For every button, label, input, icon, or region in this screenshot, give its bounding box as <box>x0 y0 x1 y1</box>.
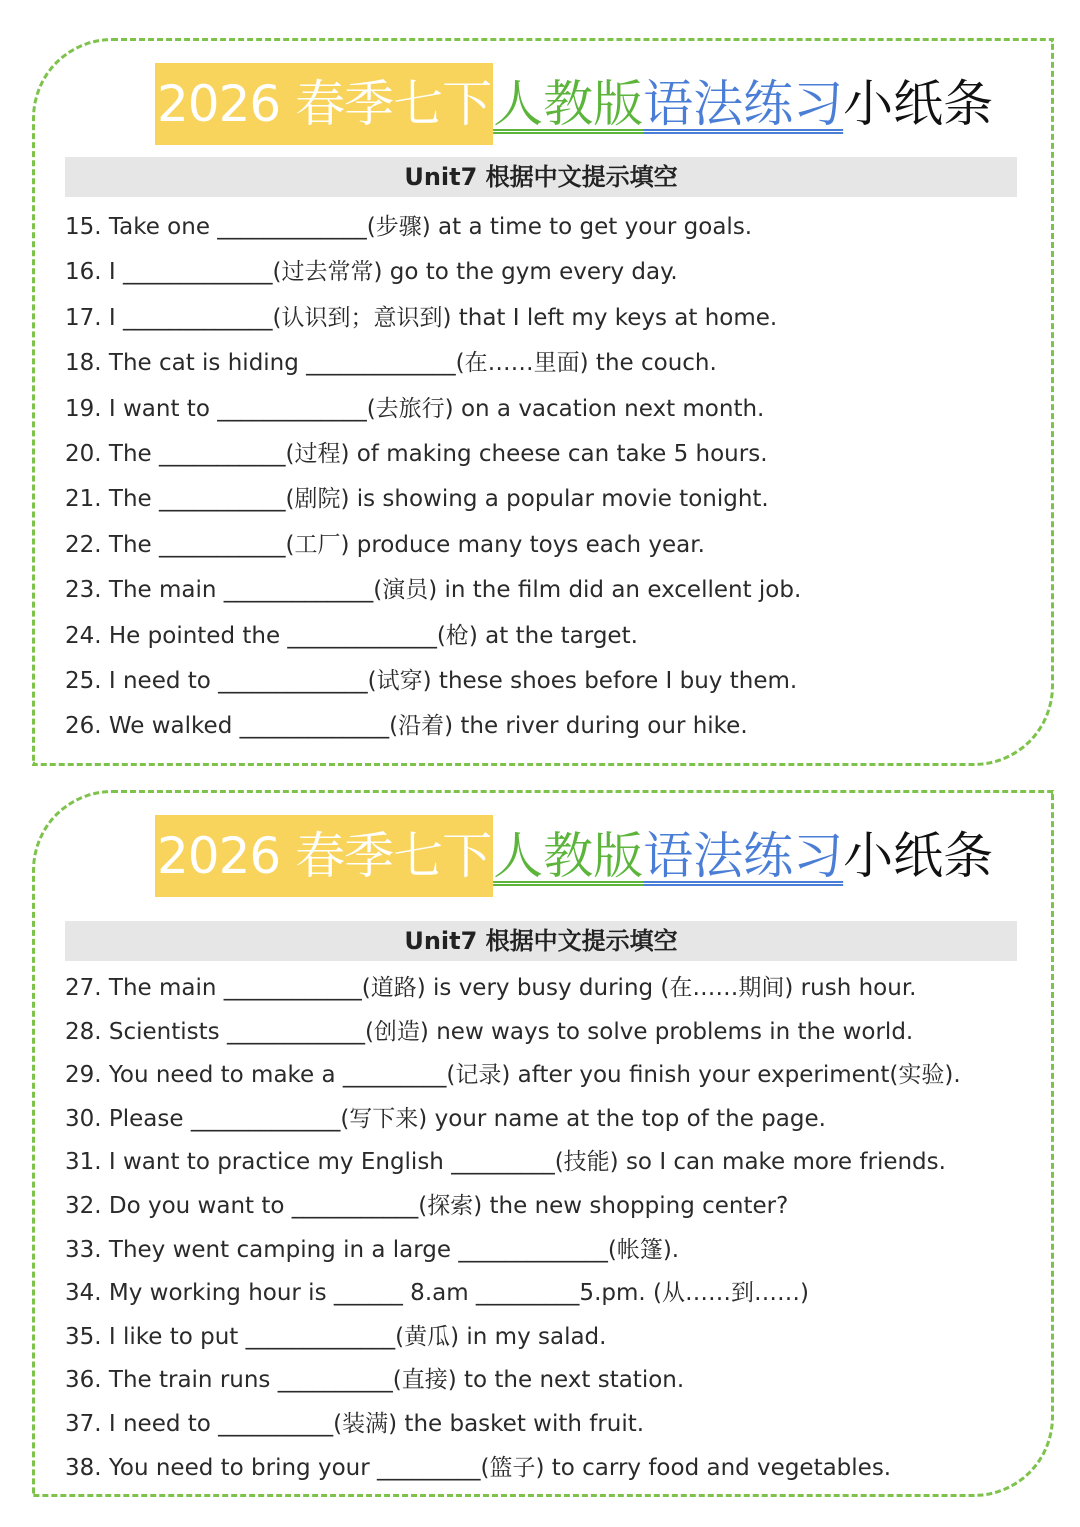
exercise-item: 20. The ___________(过程) of making cheese can take 5 hours. <box>65 440 768 467</box>
exercise-item: 17. I _____________(认识到；意识到) that I left my keys at home. <box>65 304 778 331</box>
unit-banner: Unit7 根据中文提示填空 <box>65 157 1017 197</box>
exercise-item: 21. The ___________(剧院) is showing a popular movie tonight. <box>65 486 769 513</box>
title-year-season: 2026 春季七下 <box>155 63 493 145</box>
exercise-item: 37. I need to __________(装满) the basket with fruit. <box>65 1410 645 1437</box>
exercise-item: 31. I want to practice my English _________(技能) so I can make more friends. <box>65 1149 946 1176</box>
exercise-item: 29. You need to make a _________(记录) after you finish your experiment(实验). <box>65 1062 961 1089</box>
card-title <box>155 63 993 145</box>
title-subject: 语法练习 <box>643 827 844 885</box>
title-note: 小纸条 <box>843 827 994 885</box>
exercise-item: 19. I want to _____________(去旅行) on a vacation next month. <box>65 395 765 422</box>
exercise-item: 36. The train runs __________(直接) to the next station. <box>65 1367 685 1394</box>
exercise-item: 16. I _____________(过去常常) go to the gym every day. <box>65 259 678 286</box>
exercise-item: 34. My working hour is ______ 8.am _________5.pm. (从……到……) <box>65 1280 809 1307</box>
exercise-item: 28. Scientists ____________(创造) new ways to solve problems in the world. <box>65 1018 914 1045</box>
exercise-item: 32. Do you want to ___________(探索) the new shopping center? <box>65 1192 789 1219</box>
worksheet-card-2 <box>32 790 1054 1497</box>
title-edition: 人教版 <box>493 75 644 133</box>
exercise-list <box>65 967 1031 1490</box>
title-edition: 人教版 <box>493 827 644 885</box>
exercise-item: 27. The main ____________(道路) is very busy during (在……期间) rush hour. <box>65 975 917 1001</box>
exercise-item: 24. He pointed the _____________(枪) at the target. <box>65 622 638 649</box>
exercise-item: 22. The ___________(工厂) produce many toys each year. <box>65 531 705 558</box>
exercise-item: 23. The main _____________(演员) in the film did an excellent job. <box>65 577 802 604</box>
exercise-list <box>65 205 1031 750</box>
title-note: 小纸条 <box>843 75 994 133</box>
unit-banner: Unit7 根据中文提示填空 <box>65 921 1017 961</box>
exercise-item: 33. They went camping in a large _____________(帐篷). <box>65 1236 680 1263</box>
title-year-season: 2026 春季七下 <box>155 815 493 897</box>
exercise-item: 25. I need to _____________(试穿) these shoes before I buy them. <box>65 667 798 694</box>
worksheet-card-1 <box>32 38 1054 766</box>
exercise-item: 30. Please _____________(写下来) your name at the top of the page. <box>65 1105 826 1132</box>
exercise-item: 15. Take one _____________(步骤) at a time to get your goals. <box>65 214 753 240</box>
card-title <box>155 815 993 897</box>
exercise-item: 26. We walked _____________(沿着) the river during our hike. <box>65 713 748 740</box>
exercise-item: 18. The cat is hiding _____________(在……里面) the couch. <box>65 350 717 377</box>
title-subject: 语法练习 <box>643 75 844 133</box>
exercise-item: 38. You need to bring your _________(篮子) to carry food and vegetables. <box>65 1454 892 1481</box>
exercise-item: 35. I like to put _____________(黄瓜) in my salad. <box>65 1323 607 1350</box>
